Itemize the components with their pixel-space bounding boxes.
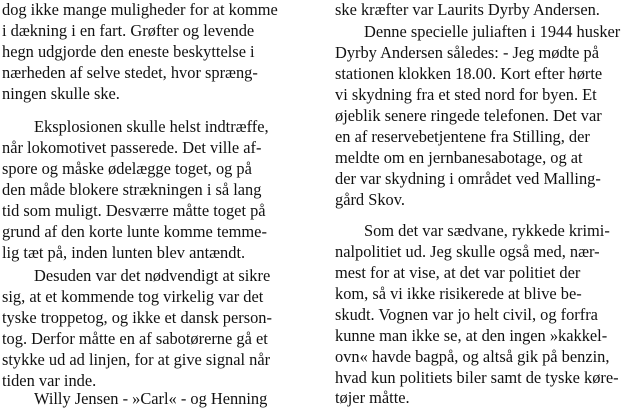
text-line: nalpolitiet ud. Jeg skulle også med, nær- xyxy=(335,242,600,261)
text-line: Eksplosionen skulle helst indtræffe, xyxy=(34,117,269,136)
text-line: Desuden var det nødvendigt at sikre xyxy=(34,266,271,285)
text-line: Willy Jensen - »Carl« - og Henning xyxy=(34,389,268,408)
text-line: øjeblik senere ringede telefonen. Det var xyxy=(335,106,602,125)
text-line: kunne man ikke se, at den ingen »kakkel- xyxy=(335,326,608,345)
text-line: tog. Derfor måtte en af sabotørerne gå et xyxy=(2,329,268,348)
text-line: gård Skov. xyxy=(335,190,405,209)
text-line: hvad kun politiets biler samt de tyske køre- xyxy=(335,368,619,387)
text-line: Denne specielle juliaften i 1944 husker xyxy=(364,22,621,41)
text-line: spore og måske ødelægge toget, og på xyxy=(2,159,252,178)
text-line: kom, så vi ikke risikerede at blive be- xyxy=(335,284,582,303)
text-line: meldte om en jernbanesabotage, og at xyxy=(335,148,583,167)
text-line: tyske troppetog, og ikke et dansk person- xyxy=(2,308,272,327)
text-line: stykke ud ad linjen, for at give signal når xyxy=(2,350,271,369)
text-line: tøjer måtte. xyxy=(335,388,410,407)
text-line: hegn udgjorde den eneste beskyttelse i xyxy=(2,42,255,61)
text-line: nærheden af selve stedet, hvor spræng- xyxy=(2,63,258,82)
text-line: grund af den korte lunte komme temme- xyxy=(2,222,267,241)
text-line: ske kræfter var Laurits Dyrby Andersen. xyxy=(335,0,600,19)
text-line: dog ikke mange muligheder for at komme xyxy=(2,0,278,19)
text-line: vi skydning fra et sted nord for byen. Et xyxy=(335,85,597,104)
text-line: ningen skulle ske. xyxy=(2,84,120,103)
text-line: i dækning i en fart. Grøfter og levende xyxy=(2,21,255,40)
text-line: sig, at et kommende tog virkelig var det xyxy=(2,287,264,306)
text-line: når lokomotivet passerede. Det ville af- xyxy=(2,138,262,157)
text-line: stationen klokken 18.00. Kort efter hørte xyxy=(335,64,603,83)
text-line: der var skydning i området ved Malling- xyxy=(335,169,601,188)
text-line: skudt. Vognen var jo helt civil, og forfra xyxy=(335,305,598,324)
text-line: Som det var sædvane, rykkede krimi- xyxy=(364,221,610,240)
text-line: tid som muligt. Desværre måtte toget på xyxy=(2,201,266,220)
text-line: lig tæt på, inden lunten blev antændt. xyxy=(2,243,246,262)
text-line: ovn« havde bagpå, og altså gik på benzin, xyxy=(335,347,610,366)
text-line: tiden var inde. xyxy=(2,371,97,390)
text-line: mest for at vise, at det var politiet der xyxy=(335,263,581,282)
text-line: en af reservebetjentene fra Stilling, der xyxy=(335,127,590,146)
text-line: den måde blokere strækningen i så lang xyxy=(2,180,262,199)
text-line: Dyrby Andersen således: - Jeg mødte på xyxy=(335,43,600,62)
